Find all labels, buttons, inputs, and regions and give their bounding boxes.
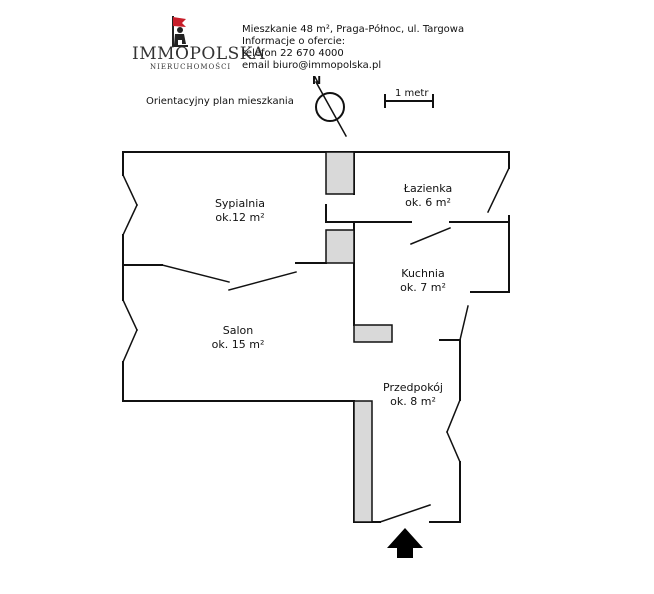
north-label: N bbox=[312, 74, 322, 87]
room-przedpokoj bbox=[365, 381, 461, 409]
room-area: ok. 7 m² bbox=[400, 281, 446, 294]
entrance-arrow-icon bbox=[387, 528, 423, 558]
room-sypialnia bbox=[190, 197, 290, 225]
plan-caption: Orientacyjny plan mieszkania bbox=[146, 96, 294, 107]
column-mid bbox=[326, 230, 354, 263]
wall-block-hall bbox=[354, 401, 372, 522]
room-lazienka bbox=[380, 182, 476, 210]
brand-subtitle: NIERUCHOMOŚCI bbox=[150, 63, 232, 71]
room-name: Łazienka bbox=[403, 182, 453, 195]
room-kuchnia bbox=[375, 267, 471, 295]
room-salon bbox=[188, 324, 288, 352]
room-area: ok. 6 m² bbox=[405, 196, 451, 209]
listing-title: Mieszkanie 48 m², Praga-Północ, ul. Targowa bbox=[242, 24, 465, 35]
room-area: ok.12 m² bbox=[215, 211, 265, 224]
brand-name: IMMOPOLSKA bbox=[132, 44, 266, 64]
room-area: ok. 15 m² bbox=[211, 338, 265, 351]
room-name: Kuchnia bbox=[401, 267, 445, 280]
phone-text: telefon 22 670 4000 bbox=[242, 48, 344, 59]
info-heading: Informacje o ofercie: bbox=[242, 36, 346, 47]
scale-label: 1 metr bbox=[395, 88, 429, 99]
column-top bbox=[326, 152, 354, 194]
room-name: Przedpokój bbox=[383, 381, 443, 394]
email-text: email biuro@immopolska.pl bbox=[242, 60, 382, 71]
column-kitchen bbox=[354, 325, 392, 342]
room-name: Salon bbox=[222, 324, 254, 337]
room-name: Sypialnia bbox=[214, 197, 266, 210]
room-area: ok. 8 m² bbox=[390, 395, 436, 408]
